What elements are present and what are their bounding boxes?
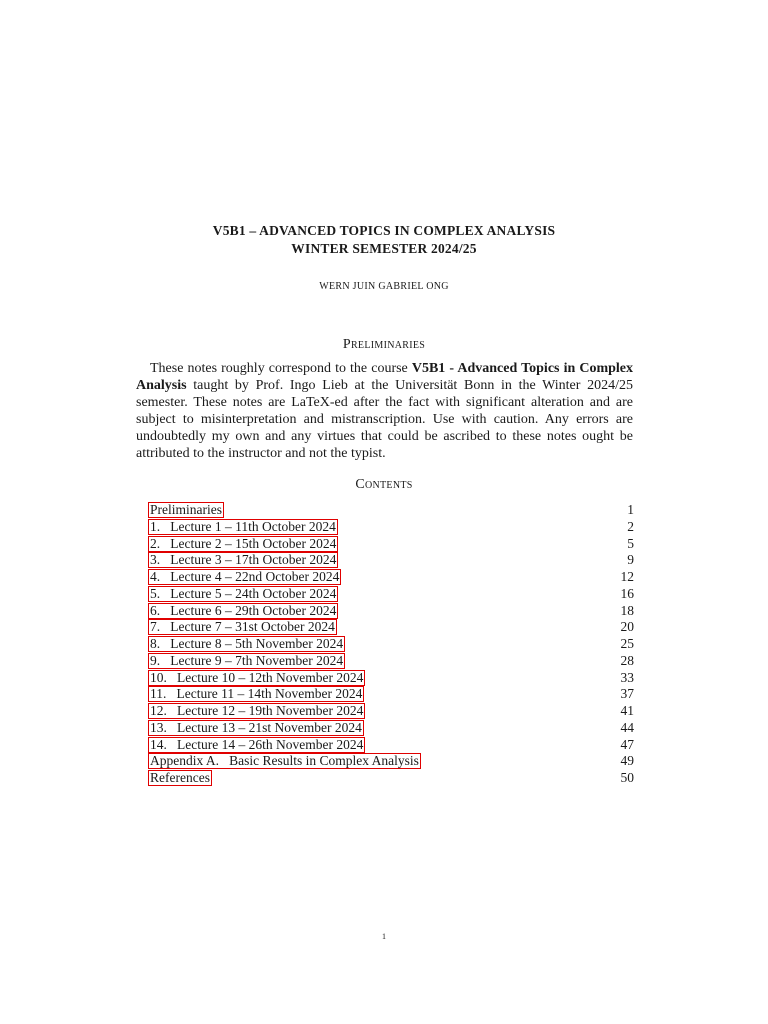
toc-page-number: 12 xyxy=(620,569,634,584)
toc-page-number: 16 xyxy=(620,585,634,601)
toc-page-number: 20 xyxy=(620,619,634,635)
toc-page-number: 33 xyxy=(620,669,634,685)
table-of-contents xyxy=(148,502,634,787)
title-line-1: V5B1 – ADVANCED TOPICS IN COMPLEX ANALYSIS xyxy=(212,223,556,238)
toc-page-number: 50 xyxy=(620,770,634,785)
toc-page-number: 25 xyxy=(620,636,634,651)
toc-link[interactable]: Appendix A. Basic Results in Complex Analysis xyxy=(150,753,419,769)
toc-link[interactable]: 6. Lecture 6 – 29th October 2024 xyxy=(150,602,337,618)
toc-entry xyxy=(148,636,634,653)
toc-entry xyxy=(148,603,634,620)
toc-page-number: 41 xyxy=(620,703,634,718)
toc-page-number: 47 xyxy=(620,736,634,752)
toc-entry xyxy=(148,670,634,687)
toc-link[interactable]: 3. Lecture 3 – 17th October 2024 xyxy=(150,552,337,568)
toc-link[interactable]: References xyxy=(150,770,210,785)
toc-entry xyxy=(148,502,634,519)
latex-word: LaTeX xyxy=(291,395,330,410)
toc-link[interactable]: 10. Lecture 10 – 12th November 2024 xyxy=(150,669,364,685)
text-before-course: These notes roughly correspond to the course xyxy=(150,361,412,376)
toc-entry xyxy=(148,653,634,670)
toc-page-number: 28 xyxy=(620,652,634,668)
toc-link[interactable]: 12. Lecture 12 – 19th November 2024 xyxy=(150,703,364,718)
contents-heading: Contents xyxy=(355,477,413,492)
toc-page-number: 2 xyxy=(627,518,634,534)
toc-link[interactable]: Preliminaries xyxy=(150,502,222,517)
toc-entry xyxy=(148,770,634,787)
toc-page-number: 9 xyxy=(627,552,634,568)
toc-entry xyxy=(148,720,634,737)
toc-link[interactable]: 9. Lecture 9 – 7th November 2024 xyxy=(150,652,344,668)
toc-page-number: 44 xyxy=(620,719,634,735)
preliminaries-heading: Preliminaries xyxy=(342,337,426,352)
text-after-latex: -ed after the fact with significant alteration and are subject to misinterpretation and mistranscription. Use with caution. Any errors are undoubtedly my own and any virtues that could be ascribed to these notes ought be attributed to the instructor and not the typist. xyxy=(136,395,633,461)
toc-entry xyxy=(148,552,634,569)
toc-link[interactable]: 4. Lecture 4 – 22nd October 2024 xyxy=(150,569,340,584)
preliminaries-text xyxy=(136,360,633,462)
toc-link[interactable]: 13. Lecture 13 – 21st November 2024 xyxy=(150,719,362,735)
toc-entry xyxy=(148,586,634,603)
toc-entry xyxy=(148,737,634,754)
toc-link[interactable]: 2. Lecture 2 – 15th October 2024 xyxy=(150,535,337,551)
toc-page-number: 49 xyxy=(620,753,634,769)
toc-entry xyxy=(148,569,634,586)
toc-link[interactable]: 1. Lecture 1 – 11th October 2024 xyxy=(150,518,336,534)
toc-entry xyxy=(148,686,634,703)
text-after-course: taught by Prof. Ingo Lieb at the Universität Bonn in the Winter 2024/25 semester. These notes are xyxy=(136,378,633,410)
author-name: WERN JUIN GABRIEL ONG xyxy=(319,281,449,292)
toc-page-number: 18 xyxy=(620,602,634,618)
toc-entry xyxy=(148,519,634,536)
toc-entry xyxy=(148,619,634,636)
toc-link[interactable]: 11. Lecture 11 – 14th November 2024 xyxy=(150,686,363,702)
toc-page-number: 5 xyxy=(627,535,634,551)
toc-entry xyxy=(148,753,634,770)
course-name: V5B1 - Advanced Topics in Complex Analysis xyxy=(136,361,633,393)
preliminaries-paragraph xyxy=(136,360,633,462)
toc-entry xyxy=(148,703,634,720)
toc-link[interactable]: 14. Lecture 14 – 26th November 2024 xyxy=(150,736,364,752)
title-line-2: WINTER SEMESTER 2024/25 xyxy=(291,241,477,256)
page-number: 1 xyxy=(382,932,386,941)
latex-logo xyxy=(291,395,330,410)
toc-link[interactable]: 5. Lecture 5 – 24th October 2024 xyxy=(150,585,337,601)
document-title xyxy=(0,222,768,258)
toc-link[interactable]: 8. Lecture 8 – 5th November 2024 xyxy=(150,636,344,651)
toc-page-number: 37 xyxy=(620,686,634,702)
toc-entry xyxy=(148,536,634,553)
toc-page-number: 1 xyxy=(627,502,634,517)
toc-link[interactable]: 7. Lecture 7 – 31st October 2024 xyxy=(150,619,335,635)
